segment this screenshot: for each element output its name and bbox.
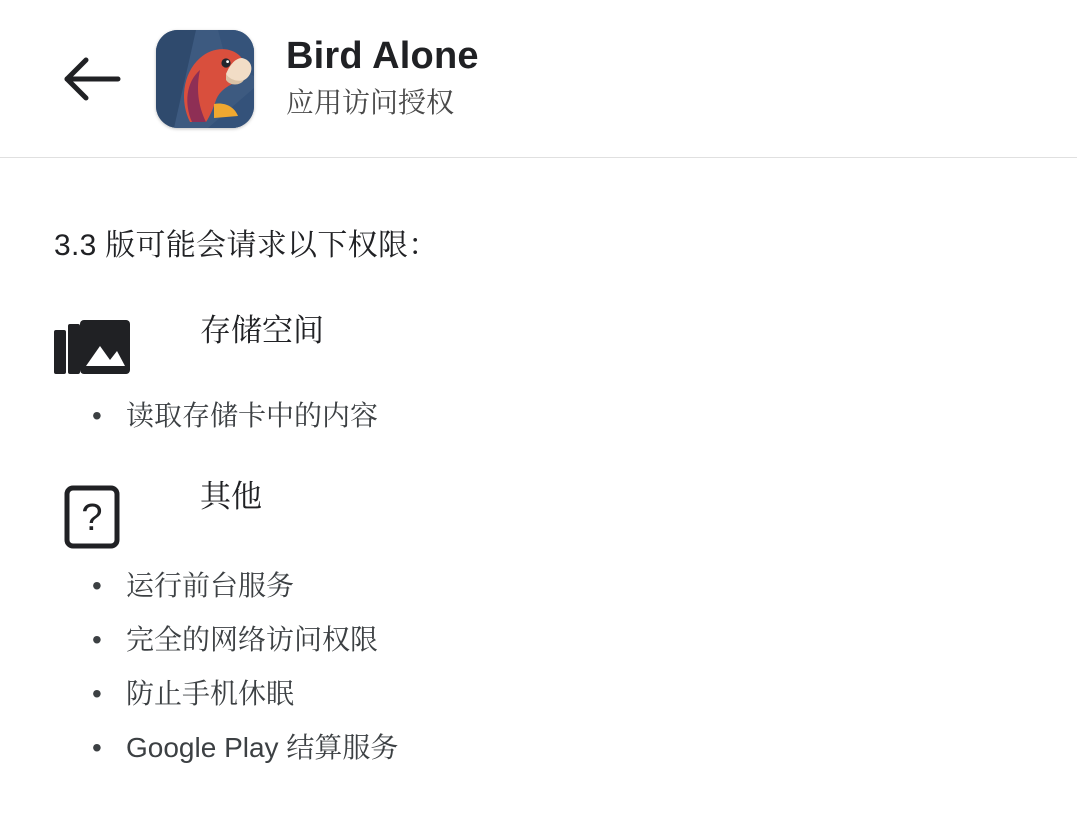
permission-label: 防止手机休眠 (126, 678, 295, 709)
bullet-icon: • (92, 570, 102, 601)
permission-label: Google Play 结算服务 (126, 732, 399, 763)
page-subtitle: 应用访问授权 (286, 87, 455, 119)
list-item (92, 402, 1053, 430)
permission-group-body (132, 312, 1053, 349)
list-item (92, 626, 1053, 654)
back-button[interactable] (56, 43, 128, 115)
list-item (92, 680, 1053, 708)
list-item (92, 572, 1053, 600)
permission-label: 读取存储卡中的内容 (126, 400, 379, 431)
permission-group-other (24, 478, 1053, 550)
permission-group-storage (24, 312, 1053, 380)
svg-text:?: ? (81, 497, 103, 539)
list-item (92, 734, 1053, 762)
app-header (0, 0, 1077, 158)
photo-library-icon (52, 312, 132, 380)
permission-group-title: 其他 (200, 479, 262, 514)
permission-label: 运行前台服务 (126, 570, 295, 601)
bullet-icon: • (92, 624, 102, 655)
permission-list-storage (24, 402, 1053, 430)
permissions-content (0, 220, 1077, 762)
arrow-left-icon (62, 56, 122, 102)
page-title: Bird Alone (286, 35, 479, 78)
bullet-icon: • (92, 732, 102, 763)
header-title-block (286, 35, 479, 121)
bullet-icon: • (92, 400, 102, 431)
app-icon (156, 30, 254, 128)
question-mark-box-icon (52, 478, 132, 550)
permission-label: 完全的网络访问权限 (126, 624, 379, 655)
bullet-icon: • (92, 678, 102, 709)
permission-group-title: 存储空间 (200, 313, 324, 348)
permission-group-body (132, 478, 1053, 515)
permission-list-other (24, 572, 1053, 762)
intro-text: 3.3 版可能会请求以下权限： (54, 229, 439, 262)
